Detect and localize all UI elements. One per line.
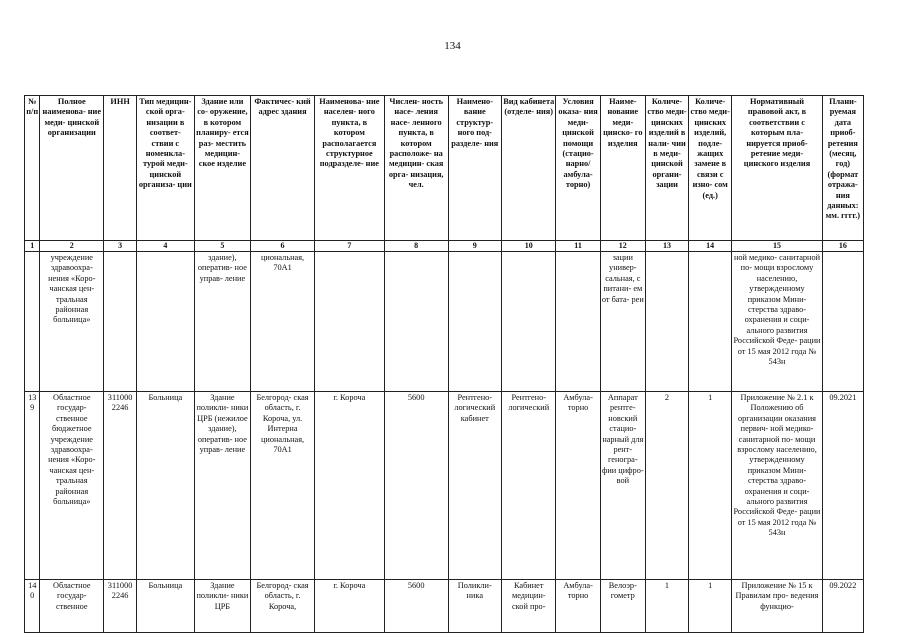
- header-cell: Наимено- вание структур- ного под- разделе- ния: [448, 96, 501, 241]
- column-number: 16: [822, 241, 863, 252]
- column-number: 5: [194, 241, 251, 252]
- table-cell: 1: [689, 580, 732, 633]
- table-cell: учреждение здравоохра- нения «Коро- чанская цен- тральная районная больница»: [40, 252, 104, 392]
- table-cell: 2: [645, 392, 688, 580]
- table-cell: 311000 2246: [104, 392, 137, 580]
- table-cell: [502, 252, 556, 392]
- header-cell: Количе- ство меди- цинских изделий, подле- жащих замене в связи с изно- сом (ед.): [689, 96, 732, 241]
- table-cell: 5600: [384, 392, 448, 580]
- table-cell: г. Короча: [314, 392, 384, 580]
- column-number: 9: [448, 241, 501, 252]
- column-number-row: [25, 241, 864, 252]
- table-cell: здание), оператив- ное управ- ление: [194, 252, 251, 392]
- table-cell: Поликли- ника: [448, 580, 501, 633]
- table-cell: Аппарат рентге- новский стацио- нарный для рент- геногра- фии цифро- вой: [600, 392, 645, 580]
- table-cell: [448, 252, 501, 392]
- header-cell: Количе- ство меди- цинских изделий в нали- чии в меди- цинской органи- зации: [645, 96, 688, 241]
- column-number: 6: [251, 241, 315, 252]
- table-cell: Здание поликли- ники ЦРБ (нежилое здание), оператив- ное управ- ление: [194, 392, 251, 580]
- table-cell: 139: [25, 392, 40, 580]
- equipment-register-table: [24, 95, 864, 633]
- table-cell: г. Короча: [314, 580, 384, 633]
- table-cell: Рентгено- логический: [502, 392, 556, 580]
- header-cell: Плани- руемая дата приоб- ретения (месяц, год) (формат отража- ния данных: мм. гггг.): [822, 96, 863, 241]
- column-number: 1: [25, 241, 40, 252]
- table-cell: [645, 252, 688, 392]
- header-row: [25, 96, 864, 241]
- table-cell: Приложение № 2.1 к Положению об организации оказания первич- ной медико- санитарной по- мощи взрослому населению, утвержденному приказом Мини- стерства здраво- охранения и соци- ального развития Российской Феде- рации от 15 мая 2012 года № 543н: [732, 392, 822, 580]
- table-cell: Областное государ- ственное бюджетное учреждение здравоохра- нения «Коро- чанская цен- тральная районная больница»: [40, 392, 104, 580]
- header-cell: Полное наименова- ние меди- цинской организации: [40, 96, 104, 241]
- column-number: 8: [384, 241, 448, 252]
- table-cell: циональная, 70А1: [251, 252, 315, 392]
- header-cell: Наиме- нование меди- цинско- го изделия: [600, 96, 645, 241]
- table-cell: [314, 252, 384, 392]
- column-number: 11: [556, 241, 600, 252]
- table-cell: Больница: [137, 580, 195, 633]
- column-number: 7: [314, 241, 384, 252]
- table-cell: Велоэр- гометр: [600, 580, 645, 633]
- column-number: 3: [104, 241, 137, 252]
- header-cell: Здание или со- оружение, в котором планиру- ется раз- местить медицин- ское изделие: [194, 96, 251, 241]
- header-cell: Наименова- ние населен- ного пункта, в котором располагается структурное подразделе- ние: [314, 96, 384, 241]
- table-cell: Кабинет медицин- ской про-: [502, 580, 556, 633]
- table-cell: [25, 252, 40, 392]
- table-cell: 1: [645, 580, 688, 633]
- column-number: 2: [40, 241, 104, 252]
- table-cell: Амбула- торно: [556, 392, 600, 580]
- header-cell: ИНН: [104, 96, 137, 241]
- table-cell: Областное государ- ственное: [40, 580, 104, 633]
- table-cell: [384, 252, 448, 392]
- table-cell: 09.2021: [822, 392, 863, 580]
- table-cell: Белгород- ская область, г. Короча, ул. Интерна циональная, 70А1: [251, 392, 315, 580]
- table-cell: Амбула- торно: [556, 580, 600, 633]
- header-cell: Числен- ность насе- ления насе- ленного пункта, в котором расположе- на медицин- ская орга- низация, чел.: [384, 96, 448, 241]
- table-cell: Рентгено- логический кабинет: [448, 392, 501, 580]
- table-cell: [822, 252, 863, 392]
- table-cell: зации универ- сальная, с питани- ем от бата- реи: [600, 252, 645, 392]
- header-cell: Нормативный правовой акт, в соответствии с которым пла- нируется приоб- ретение меди- цинского изделия: [732, 96, 822, 241]
- table-cell: 311000 2246: [104, 580, 137, 633]
- table-row: [25, 392, 864, 580]
- column-number: 10: [502, 241, 556, 252]
- table-row: [25, 252, 864, 392]
- table-row: [25, 580, 864, 633]
- header-cell: Вид кабинета (отделе- ния): [502, 96, 556, 241]
- table-cell: Здание поликли- ники ЦРБ: [194, 580, 251, 633]
- table-cell: Приложение № 15 к Правилам про- ведения функцио-: [732, 580, 822, 633]
- header-cell: Фактичес- кий адрес здания: [251, 96, 315, 241]
- table-cell: [689, 252, 732, 392]
- column-number: 12: [600, 241, 645, 252]
- column-number: 4: [137, 241, 195, 252]
- header-cell: Условия оказа- ния меди- цинской помощи (стацио- нарно/ амбула- торно): [556, 96, 600, 241]
- table-cell: 140: [25, 580, 40, 633]
- column-number: 13: [645, 241, 688, 252]
- column-number: 15: [732, 241, 822, 252]
- column-number: 14: [689, 241, 732, 252]
- table-cell: Больница: [137, 392, 195, 580]
- table-cell: 1: [689, 392, 732, 580]
- header-cell: Тип медицин- ской орга- низации в соответ- ствии с номенкла- турой меди- цинской организа- ции: [137, 96, 195, 241]
- table-cell: ной медико- санитарной по- мощи взрослому населению, утвержденному приказом Мини- стерства здраво- охранения и соци- ального развития Российской Феде- рации от 15 мая 2012 года № 543н: [732, 252, 822, 392]
- table-cell: [556, 252, 600, 392]
- table-cell: [137, 252, 195, 392]
- table-cell: 5600: [384, 580, 448, 633]
- table-cell: Белгород- ская область, г. Короча,: [251, 580, 315, 633]
- table-cell: 09.2022: [822, 580, 863, 633]
- table-cell: [104, 252, 137, 392]
- header-cell: № п/п: [25, 96, 40, 241]
- page-number: 134: [444, 40, 461, 52]
